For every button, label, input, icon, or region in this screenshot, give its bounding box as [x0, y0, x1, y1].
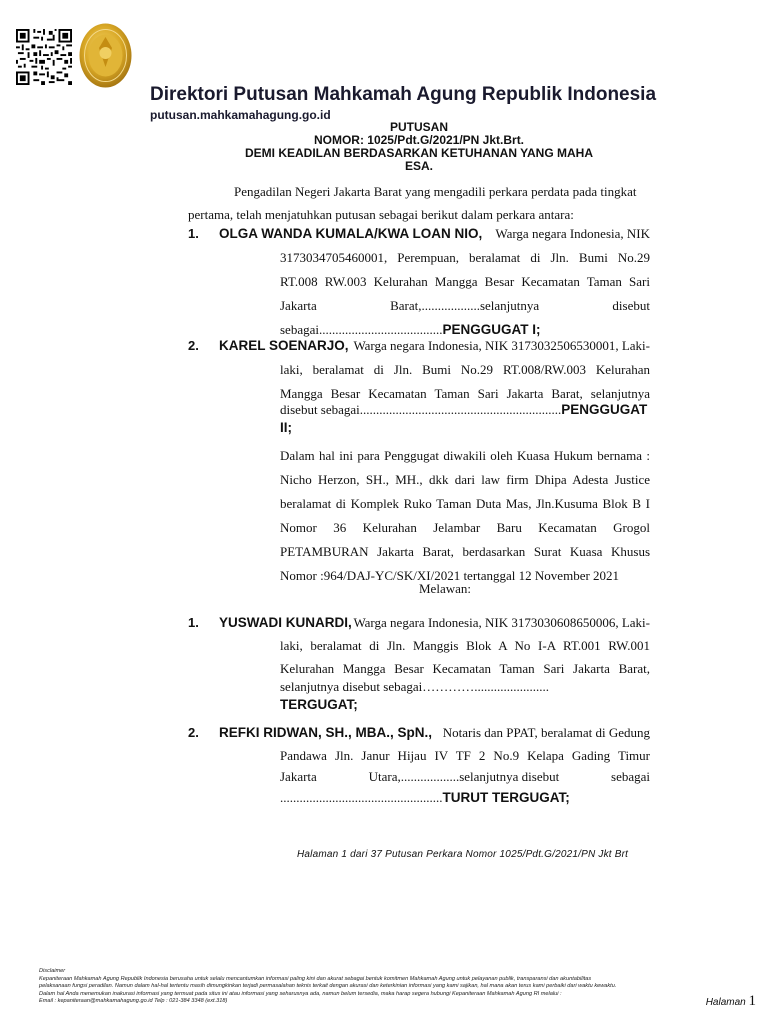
defendant-1-first-line	[219, 611, 650, 635]
text-span: ..................................................	[280, 790, 443, 805]
text-span: Utara,..................selanjutnya disebut	[368, 769, 560, 784]
defendant-2-line-2: Pandawa Jln. Janur Hijau IV TF 2 No.9 Kelapa Gading Timur	[280, 748, 650, 763]
disclaimer-line: pelaksanaan fungsi peradilan. Namun dalam hal-hal tertentu masih dimungkinkan terjadi permasalahan teknis terkait dengan akurasi dan keterkinian informasi yang kami sajikan, hal mana akan terus kami perbaiki dari waktu kewaktu.	[39, 983, 617, 990]
plaintiff-1-first-line	[219, 222, 650, 246]
page-number-value: 1	[748, 993, 756, 1009]
plaintiff-2-first-line	[219, 334, 650, 358]
plaintiff-1-line-3: RT.008 RW.003 Kelurahan Mangga Besar Kecamatan Taman Sari	[280, 274, 650, 289]
plaintiff-2-name: KAREL SOENARJO,	[219, 338, 349, 353]
representation-line: Nicho Herzon, SH., MH., dkk dari law firm Dhipa Adesta Justice	[280, 472, 650, 487]
disclaimer-title: Disclaimer	[39, 968, 66, 974]
decision-number: NOMOR: 1025/Pdt.G/2021/PN Jkt.Brt.	[313, 133, 525, 147]
plaintiff-2-line-2: laki, beralamat di Jln. Bumi No.29 RT.008/RW.003 Kelurahan	[280, 362, 650, 377]
disclaimer-line: Kepaniteraan Mahkamah Agung Republik Indonesia berusaha untuk selalu mencantumkan informasi paling kini dan akurat sebagai bentuk komitmen Mahkamah Agung untuk pelayanan publik, transparansi dan akuntabilitas	[39, 975, 592, 982]
plaintiff-1-detail: Warga negara Indonesia, NIK	[495, 226, 650, 241]
defendant-2-name: REFKI RIDWAN, SH., MBA., SpN.,	[219, 725, 433, 740]
defendant-2-detail: Notaris dan PPAT, beralamat di Gedung	[442, 725, 650, 740]
plaintiff-1-role: PENGGUGAT I;	[442, 322, 541, 337]
defendant-1-line-4: selanjutnya disebut sebagai………….......................	[280, 679, 549, 694]
plaintiff-2-line-3: Mangga Besar Kecamatan Taman Sari Jakarta Barat, selanjutnya	[280, 386, 650, 401]
plaintiff-1-line-2: 3173034705460001, Perempuan, beralamat di Jln. Bumi No.29	[280, 250, 650, 265]
decision-invocation: DEMI KEADILAN BERDASARKAN KETUHANAN YANG MAHA	[244, 146, 593, 160]
defendant-1-detail: Warga negara Indonesia, NIK 3173030608650006, Laki-	[353, 615, 650, 630]
text-span: sebagai	[611, 769, 650, 784]
text-span: sebagai......................................	[280, 322, 443, 337]
plaintiff-2-role: PENGGUGAT	[561, 402, 648, 417]
representation-line: beralamat di Komplek Ruko Taman Duta Mas, Jln.Kusuma Blok B I	[280, 496, 650, 511]
disclaimer-block	[39, 968, 699, 1006]
qr-code-icon	[16, 29, 72, 85]
text-span: disebut sebagai..............................................................	[280, 402, 562, 417]
page-number	[706, 993, 756, 1010]
defendant-2-line-4	[280, 786, 570, 810]
defendant-1-name: YUSWADI KUNARDI,	[219, 615, 352, 630]
site-title: Direktori Putusan Mahkamah Agung Republik Indonesia	[150, 84, 657, 105]
mahkamah-agung-seal-icon	[79, 23, 132, 88]
site-url: putusan.mahkamahagung.go.id	[150, 108, 331, 122]
intro-line-2: pertama, telah menjatuhkan putusan sebagai berikut dalam perkara antara:	[188, 207, 574, 222]
representation-block	[280, 444, 650, 588]
representation-line: Nomor 36 Kelurahan Jelambar Baru Kecamatan Grogol	[280, 520, 650, 535]
plaintiff-1-line-4	[280, 294, 650, 318]
plaintiff-2-line-4	[280, 398, 650, 422]
representation-line: PETAMBURAN Jakarta Barat, berdasarkan Surat Kuasa Khusus	[280, 544, 650, 559]
text-span: Barat,..................selanjutnya	[390, 298, 540, 313]
plaintiff-2-role-end: II;	[280, 420, 292, 435]
disclaimer-contact: Email : kepaniteraan@mahkamahagung.go.id Telp : 021-384 3348 (ext.318)	[39, 998, 228, 1005]
plaintiff-2-number: 2.	[188, 338, 199, 353]
text-span: disebut	[612, 298, 650, 313]
text-span: Jakarta	[280, 769, 317, 784]
disclaimer-line: Dalam hal Anda menemukan inakurasi informasi yang termuat pada situs ini atau informasi yang seharusnya ada, namun belum tersedia, maka harap segera hubungi Kepaniteraan Mahkamah Agung RI melalui :	[39, 990, 562, 997]
defendant-1-line-3: Kelurahan Mangga Besar Kecamatan Taman Sari Jakarta Barat,	[280, 661, 650, 676]
defendant-1-number: 1.	[188, 615, 199, 630]
defendant-2-first-line	[219, 721, 650, 745]
decision-title: PUTUSAN	[389, 120, 448, 134]
page-footer-reference: Halaman 1 dari 37 Putusan Perkara Nomor 1025/Pdt.G/2021/PN Jkt Brt	[297, 849, 629, 860]
representation-line: Dalam hal ini para Penggugat diwakili oleh Kuasa Hukum bernama :	[280, 448, 650, 463]
decision-invocation-end: ESA.	[404, 159, 433, 173]
versus-label: Melawan:	[419, 581, 471, 596]
page-number-label: Halaman	[705, 997, 746, 1008]
representation-line: Nomor :964/DAJ-YC/SK/XI/2021 tertanggal 12 November 2021	[280, 568, 620, 583]
defendant-1-role: TERGUGAT;	[280, 697, 358, 712]
defendant-1-line-2: laki, beralamat di Jln. Manggis Blok A No I-A RT.001 RW.001	[280, 638, 650, 653]
defendant-2-number: 2.	[188, 725, 199, 740]
defendant-2-role: TURUT TERGUGAT;	[442, 790, 570, 805]
intro-line-1: Pengadilan Negeri Jakarta Barat yang mengadili perkara perdata pada tingkat	[234, 184, 637, 199]
plaintiff-1-number: 1.	[188, 226, 199, 241]
text-span: Jakarta	[280, 298, 317, 313]
plaintiff-1-name: OLGA WANDA KUMALA/KWA LOAN NIO,	[219, 226, 483, 241]
plaintiff-2-detail: Warga negara Indonesia, NIK 3173032506530001, Laki-	[353, 338, 650, 353]
